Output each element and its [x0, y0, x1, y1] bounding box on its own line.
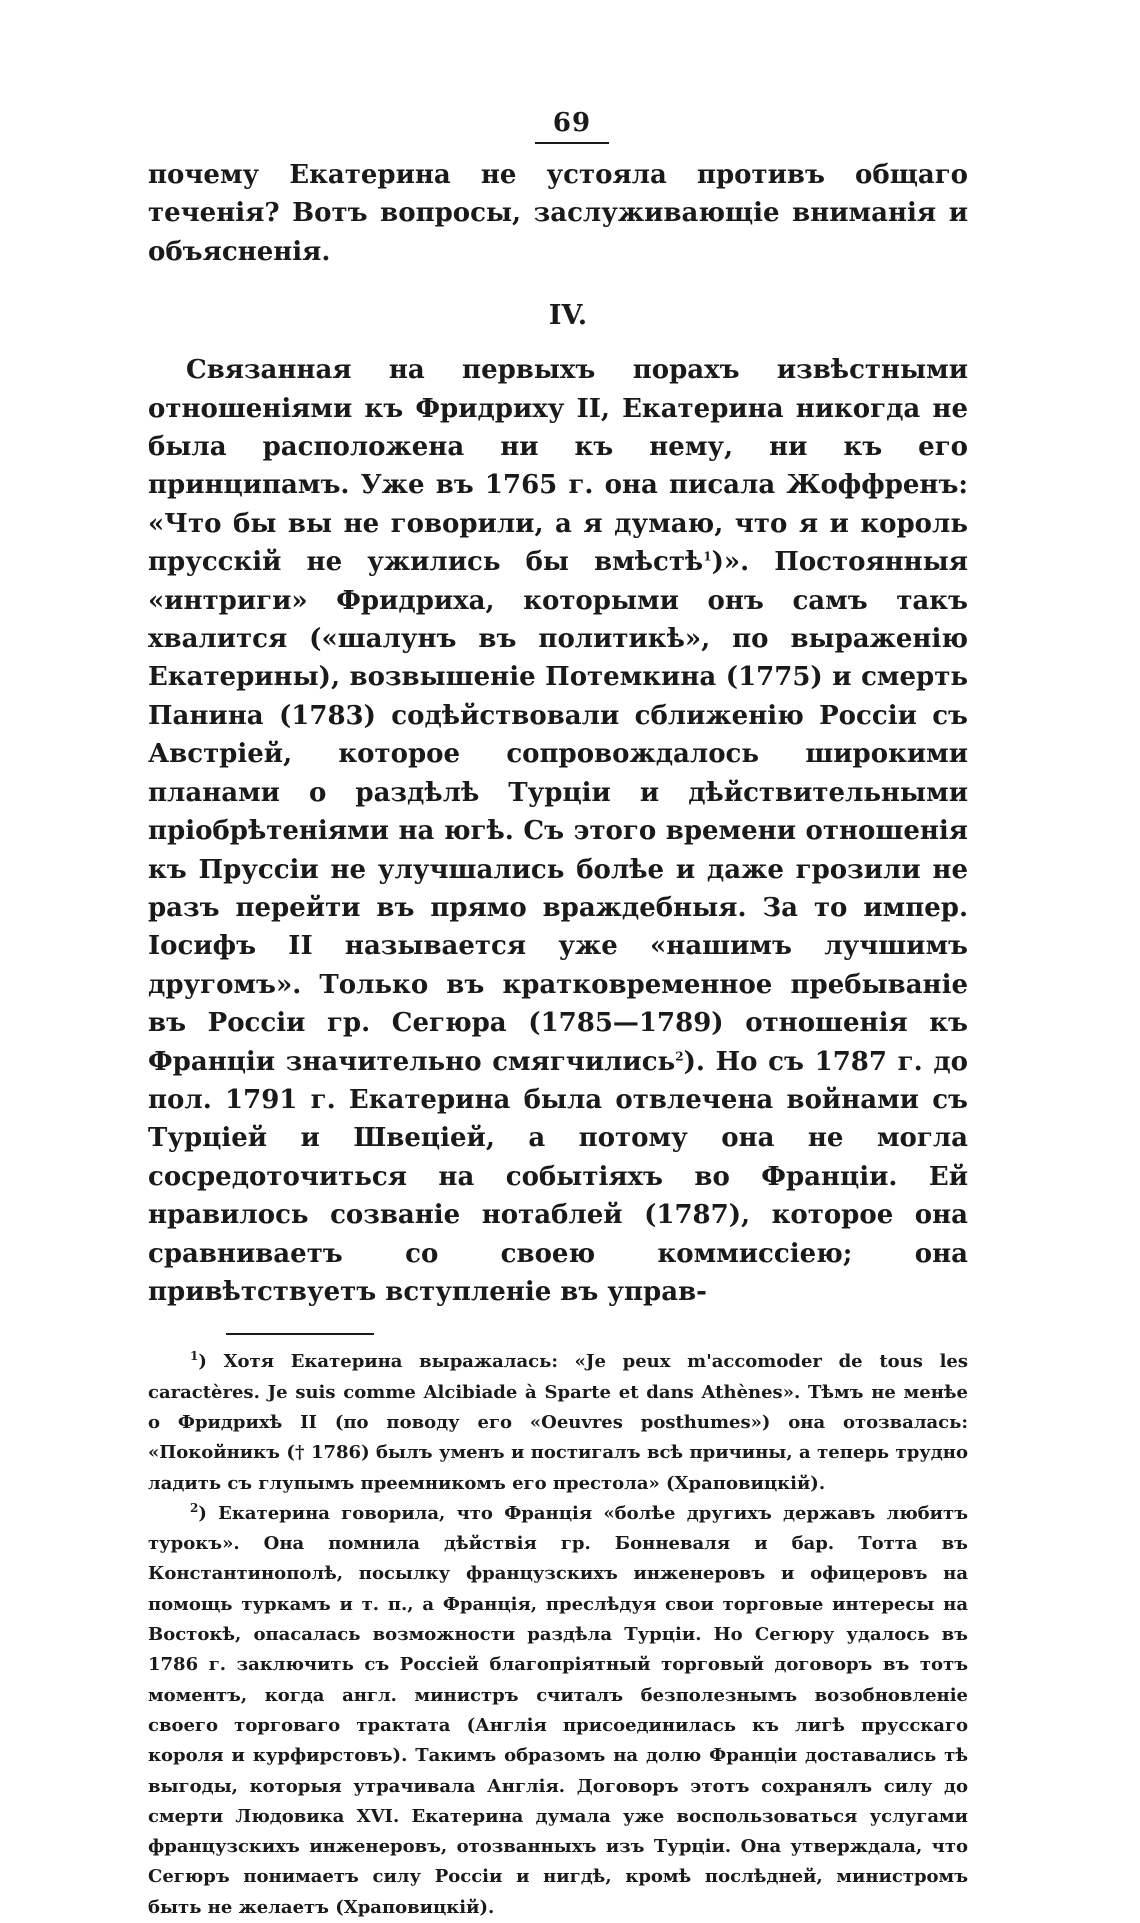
footnote-reference-1[interactable]: 1	[703, 549, 712, 564]
footnote-2-mark: 2	[190, 1500, 199, 1515]
paragraph-text-part-3: ). Но съ 1787 г. до пол. 1791 г. Екатерина была отвлечена войнами съ Турціей и Швеціей, а потому она не могла сосредоточиться на событіяхъ во Франціи. Ей нравилось созваніе нотаблей (1787), которое она сравниваетъ со своею коммиссіею; она привѣтствуетъ вступленіе въ управ-	[148, 1046, 968, 1307]
footnotes	[148, 1347, 968, 1923]
section-heading: IV.	[548, 300, 588, 332]
intro-paragraph: почему Екатерина не устояла противъ общаго теченія? Вотъ вопросы, заслуживающіе вниманія и объясненія.	[148, 160, 968, 267]
paragraph-text-part-1: Связанная на первыхъ порахъ извѣстными отношеніями къ Фридриху II, Екатерина никогда не была расположена ни къ нему, ни къ его принципамъ. Уже въ 1765 г. она писала Жоффренъ: «Что бы вы не говорили, а я думаю, что я и король прусскій не ужились бы вмѣстѣ	[148, 355, 968, 578]
paragraph-text-part-2: )». Постоянныя «интриги» Фридриха, которыми онъ самъ такъ хвалится («шалунъ въ политикѣ», по выраженію Екатерины), возвышеніе Потемкина (1775) и смерть Панина (1783) содѣйствовали сближенію Россіи съ Австріей, которое сопровождалось широкими планами о раздѣлѣ Турціи и дѣйствительными пріобрѣтеніями на югѣ. Съ этого времени отношенія къ Пруссіи не улучшались болѣе и даже грозили не разъ перейти въ прямо враждебныя. За то импер. Іосифъ II называется уже «нашимъ лучшимъ другомъ». Только въ кратковременное пребываніе въ Россіи гр. Сегюра (1785—1789) отношенія къ Франціи значительно смягчились	[148, 547, 968, 1077]
page-number: 69	[535, 110, 609, 144]
main-text	[148, 156, 968, 1311]
footnote-divider	[226, 1333, 374, 1335]
footnote-1-text: ) Хотя Екатерина выражалась: «Je peux m'accomoder de tous les caractères. Je suis comme Alcibiade à Sparte et dans Athènes». Тѣмъ не менѣе о Фридрихѣ II (по поводу его «Oeuvres posthumes») она отозвалась: «Покойникъ († 1786) былъ уменъ и постигалъ всѣ причины, а теперь трудно ладить съ глупымъ преемникомъ его престола» (Храповицкій).	[148, 1351, 968, 1494]
footnote-1-mark: 1	[190, 1349, 199, 1364]
book-page	[148, 110, 968, 1923]
footnote-2	[148, 1499, 968, 1923]
footnote-2-text: ) Екатерина говорила, что Франція «болѣе другихъ державъ любитъ турокъ». Она помнила дѣйствія гр. Бонневаля и бар. Тотта въ Константинополѣ, посылку французскихъ инженеровъ и офицеровъ на помощь туркамъ и т. п., а Франція, преслѣдуя свои торговые интересы на Востокѣ, опасалась возможности раздѣла Турціи. Но Сегюру удалось въ 1786 г. заключить съ Россіей благопріятный торговый договоръ въ тотъ моментъ, когда англ. министръ считалъ безполезнымъ возобновленіе своего торговаго трактата (Англія присоединилась къ лигѣ прусскаго короля и курфирстовъ). Такимъ образомъ на долю Франціи доставались тѣ выгоды, которыя утрачивала Англія. Договоръ этотъ сохранялъ силу до смерти Людовика XVI. Екатерина думала уже воспользоваться услугами французскихъ инженеровъ, отозванныхъ изъ Турціи. Она утверждала, что Сегюръ понимаетъ силу Россіи и нигдѣ, кромѣ послѣдней, министромъ быть не желаетъ (Храповицкій).	[148, 1502, 968, 1918]
body-paragraph	[148, 351, 968, 1311]
footnote-reference-2[interactable]: 2	[675, 1048, 684, 1063]
page-header	[148, 110, 968, 144]
footnote-1	[148, 1347, 968, 1498]
